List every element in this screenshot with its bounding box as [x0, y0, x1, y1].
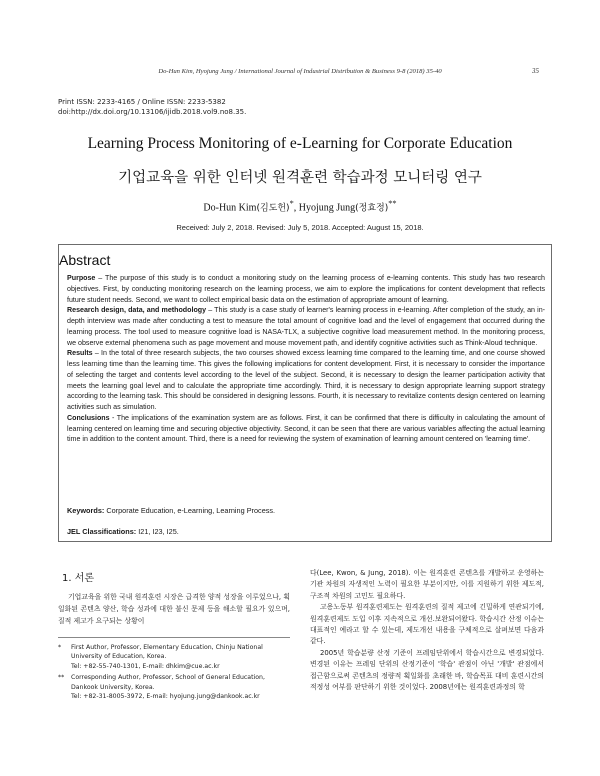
abstract-conclusions-label: Conclusions [67, 413, 110, 422]
right-paragraph-2: 고용노동부 원격훈련제도는 원격훈련의 질적 제고에 긴밀하게 연관되기에, 원격훈련제도 도입 이후 지속적으로 개선.보완되어왔다. 학습시간 산정 이슈는 대표적인 예라고 할 수 있는데, 제도개선 내용을 구체적으로 살펴보면 다음과 같다. [310, 603, 544, 646]
footnote-corresponding-author [58, 673, 290, 701]
abstract-design-text: – This study is a case study of learner's learning process in e-learning. After completion of the study, an in-depth interview was made after conducting a test to measure the total amount of cognitive load and the level of engagement that occurred during the learning process. The tool used to measure cognitive load is NASA-TLX, a subjective cognitive load measurement method. In the monitoring process, we observe external phenomena such as page movement and mouse movement path, and identify cognitive activities such as Think-Aloud technique. [67, 306, 545, 347]
abstract-results [67, 348, 545, 413]
abstract-conclusions [67, 413, 545, 445]
keywords-label: Keywords: [67, 506, 105, 515]
right-paragraph-3: 2005년 학습분량 산정 기준이 프레임단위에서 학습시간으로 변경되었다. 변경된 이유는 프레임 단위의 산정기준이 '학습' 관점이 아닌 '개발' 관점에서 접근함으로써 콘텐츠의 정량적 획일화를 초래한 바, 학습목표 대비 훈련시간의 적정성 여부를 판단하기 위한 것이었다. 2008년에는 원격훈련과정의 학 [310, 648, 544, 692]
jel-text: I21, I23, I25. [136, 527, 179, 536]
abstract-purpose-label: Purpose [67, 274, 96, 282]
section-heading-introduction: 1. 서론 [62, 573, 95, 584]
paper-title-korean: 기업교육을 위한 인터넷 원격훈련 학습과정 모니터링 연구 [118, 170, 482, 186]
doi-line: doi:http://dx.doi.org/10.13106/ijidb.2018.vol9.no8.35. [58, 107, 247, 116]
footnote-1-text: First Author, Professor, Elementary Education, Chinju National University of Education, Korea. [71, 644, 263, 661]
jel-line [67, 527, 545, 536]
author-separator: , [293, 202, 299, 214]
author-1-mark: * [289, 199, 294, 208]
keywords-line [67, 506, 545, 515]
abstract-body [67, 273, 545, 445]
abstract-design [67, 305, 545, 348]
abstract-results-text: – In the total of three research subjects, the two courses showed excess learning time compared to the learning time, and one course showed less learning time than the learning time. This gives the following implications for content development. First, it is necessary to consider the importance of selecting the target and contents level according to the level of the subject. Second, it is necessary to design the learner participation activity that meets the learning goal level and to calculate the appropriate time accordingly. Third, it is necessary to design appropriate learning support strategy according to the learning task. This should be considered in designing lessons. Fourth, it is necessary to revitalize contents design centered on learning activities such as simulation. [67, 349, 545, 411]
author-2-korean-name: (정효정) [355, 203, 389, 214]
footnotes [58, 643, 290, 703]
author-1-name: Do-Hun Kim [203, 202, 257, 214]
paper-title-english: Learning Process Monitoring of e-Learning for Corporate Education [87, 135, 513, 152]
running-head: Do-Hun Kim, Hyojung Jung / International Journal of Industrial Distribution & Business 9-8 (2018) 35-40 [158, 68, 442, 75]
keywords-text: Corporate Education, e-Learning, Learning Process. [104, 506, 276, 515]
author-2-name: Hyojung Jung [298, 202, 356, 214]
jel-label: JEL Classifications: [67, 527, 137, 536]
footnote-2-text: Corresponding Author, Professor, School of General Education, Dankook University, Korea. [71, 674, 265, 691]
right-paragraph-1: 다(Lee, Kwon, & Jung, 2018). 이는 원격훈련 콘텐츠를 개발하고 운영하는 기관 차원의 자생적인 노력이 필요한 부분이지만, 이를 지원하기 위한 제도적, 구조적 차원의 고민도 필요하다. [310, 569, 544, 600]
received-dates: Received: July 2, 2018. Revised: July 5, 2018. Accepted: August 15, 2018. [176, 223, 424, 232]
abstract-results-label: Results [67, 349, 93, 358]
right-column-body [310, 568, 544, 693]
footnote-2-mark: ** [58, 674, 65, 682]
left-column-body [58, 591, 290, 627]
issn-block [58, 98, 246, 117]
abstract-heading: Abstract [59, 252, 111, 268]
footnote-2-contact: Tel: +82-31-8005-3972, E-mail: hyojung.jung@dankook.ac.kr [71, 693, 260, 701]
abstract-purpose-text: – The purpose of this study is to conduct a monitoring study on the learning process of e-learning contents. This study has two research objectives. First, by conducting monitoring research on the learning process, we aim to explore the implications for content development that reflects future student needs. Second, we want to collect empirical basic data on the estimation of appropriate amount of learning. [67, 274, 545, 304]
author-1-korean-name: (김도헌) [256, 203, 290, 214]
abstract-purpose [67, 273, 545, 305]
author-2-mark: ** [388, 199, 397, 208]
footnote-first-author [58, 643, 290, 671]
intro-paragraph-1: 기업교육을 위한 국내 원격훈련 시장은 급격한 양적 성장을 이루었으나, 획일화된 콘텐츠 양산, 학습 성과에 대한 불신 문제 등을 해소할 필요가 있으며, 질적 제고가 요구되는 상황이 [58, 593, 290, 625]
footnote-1-mark: * [58, 644, 62, 651]
abstract-conclusions-text: - The implications of the examination system are as follows. First, it can be confirmed that there is difficulty in calculating the amount of learning centered on learning time and securing objective objectivity. Second, it can be seen that there are various variables affecting the actual learning time in addition to the content amount. Third, there is a need for reviewing the system of examination of learning amount centered on 'learning time'. [67, 413, 545, 444]
page-number: 35 [532, 67, 539, 75]
abstract-design-label: Research design, data, and methodology [67, 306, 207, 315]
footnote-divider [58, 637, 290, 638]
authors-line [0, 199, 600, 213]
footnote-1-contact: Tel: +82-55-740-1301, E-mail: dhkim@cue.ac.kr [71, 662, 220, 670]
issn-line: Print ISSN: 2233-4165 / Online ISSN: 2233-5382 [58, 98, 226, 106]
